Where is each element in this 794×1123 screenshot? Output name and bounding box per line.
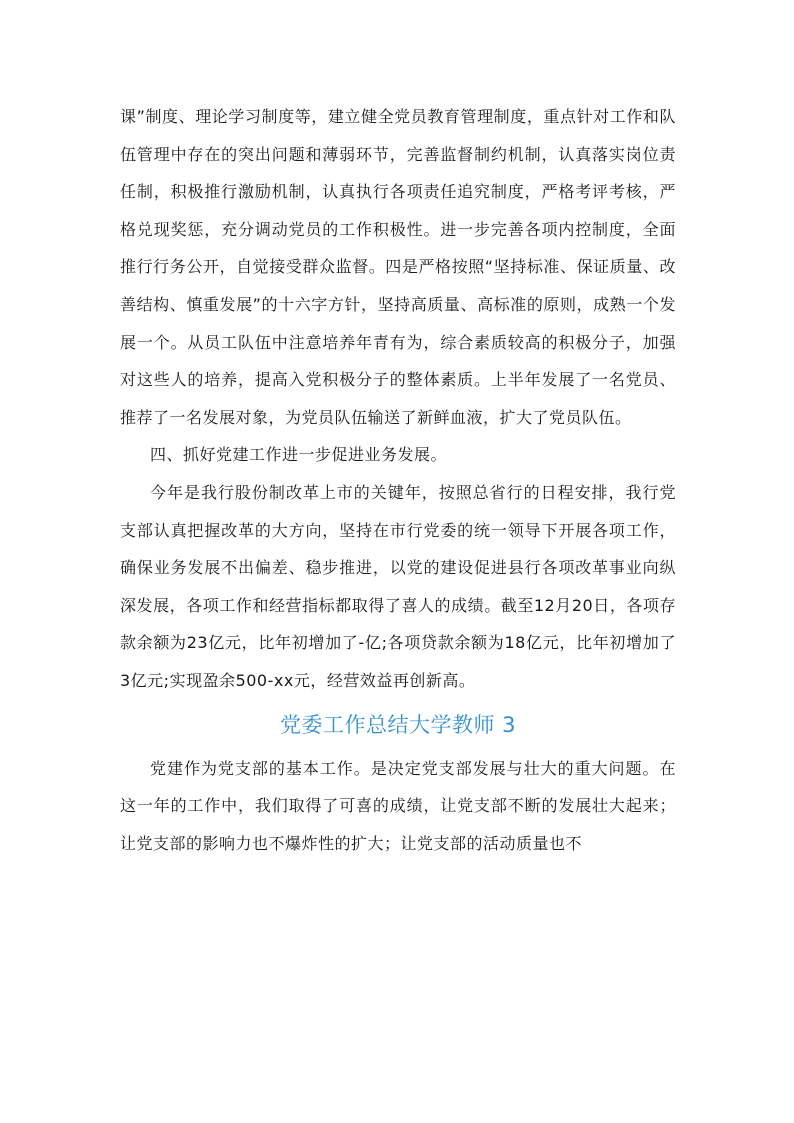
- paragraph-business-development: 今年是我行股份制改革上市的关键年，按照总省行的日程安排，我行党支部认真把握改革的大方向，坚持在市行党委的统一领导下开展各项工作，确保业务发展不出偏差、稳步推进，以党的建设促进县行各项改革事业向纵深发展，各项工作和经营指标都取得了喜人的成绩。截至12月20日，各项存款余额为23亿元，比年初增加了-亿;各项贷款余额为18亿元，比年初增加了3亿元;实现盈余500-xx元，经营效益再创新高。: [120, 482, 676, 690]
- paragraph-party-education-system: 课”制度、理论学习制度等，建立健全党员教育管理制度，重点针对工作和队伍管理中存在的突出问题和薄弱环节，完善监督制约机制，认真落实岗位责任制，积极推行激励机制，认真执行各项责任追究制度，严格考评考核，严格兑现奖惩，充分调动党员的工作积极性。进一步完善各项内控制度，全面推行行务公开，自觉接受群众监督。四是严格按照“坚持标准、保证质量、改善结构、慎重发展”的十六字方针，坚持高质量、高标准的原则，成熟一个发展一个。从员工队伍中注意培养年青有为，综合素质较高的积极分子，加强对这些人的培养，提高入党积极分子的整体素质。上半年发展了一名党员、推荐了一名发展对象，为党员队伍输送了新鲜血液，扩大了党员队伍。: [120, 107, 676, 427]
- document-body: [120, 98, 676, 862]
- section-heading: 党委工作总结大学教师 3: [279, 712, 517, 737]
- paragraph-party-building-intro: 党建作为党支部的基本工作。是决定党支部发展与壮大的重大问题。在这一年的工作中，我们取得了可喜的成绩，让党支部不断的发展壮大起来；让党支部的影响力也不爆炸性的扩大；让党支部的活动质量也不: [120, 758, 676, 853]
- paragraph-section-four-title: 四、抓好党建工作进一步促进业务发展。: [150, 445, 448, 465]
